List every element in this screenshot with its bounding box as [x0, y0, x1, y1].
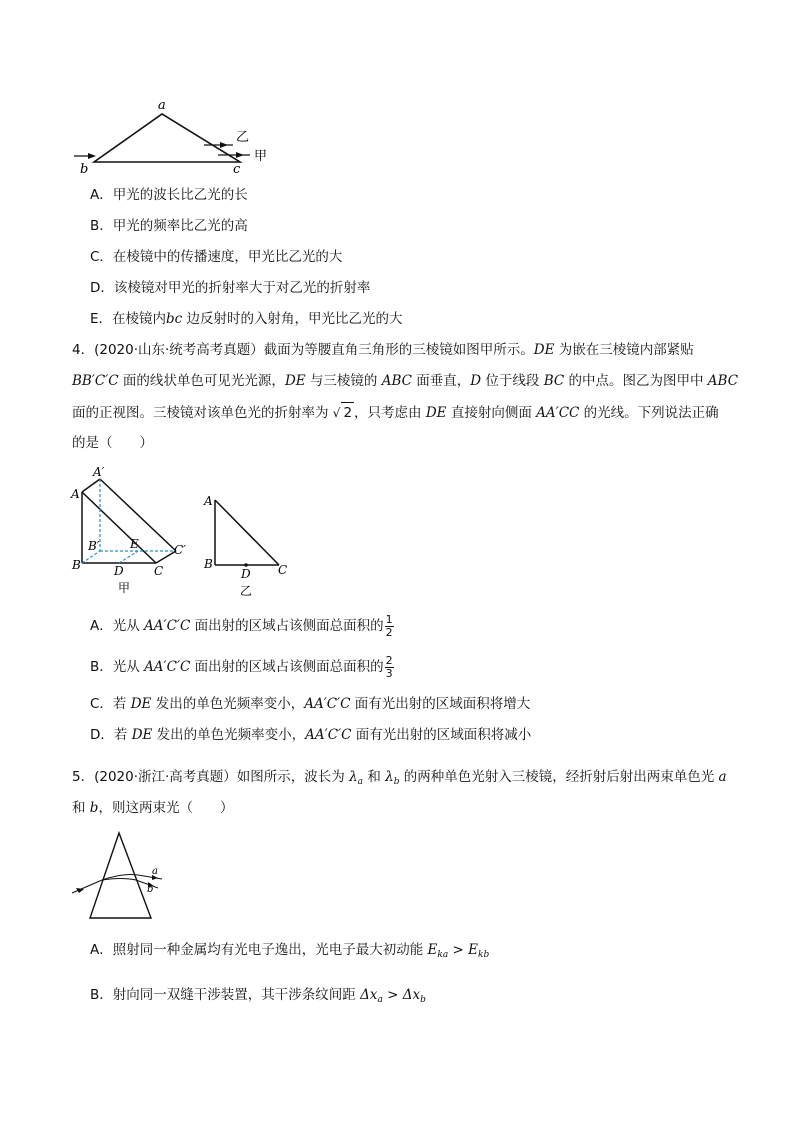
- front-label-C: C: [278, 563, 288, 577]
- front-label-A: A: [204, 494, 213, 508]
- delta-x-a-sub: a: [377, 995, 383, 1005]
- q3-option-c: C．在棱镜中的传播速度，甲光比乙光的大: [90, 249, 343, 265]
- q4-l3-t4: 的光线。下列说法正确: [579, 405, 719, 421]
- q4-a-var: AA′C′C: [144, 618, 191, 634]
- q4-option-a: [90, 612, 394, 640]
- q4-l2-t4: 位于线段: [481, 373, 544, 389]
- ray-jia-arrow: [236, 152, 244, 158]
- q3-option-e: [90, 309, 403, 329]
- q3-option-e-pre: E．在棱镜内: [90, 311, 167, 327]
- lambda-b: λ: [385, 769, 394, 785]
- vertex-c-label: c: [233, 162, 241, 177]
- q5-a-gt: >: [448, 942, 469, 958]
- q4-l2-t1: 面的线状单色可见光光源，: [118, 373, 285, 389]
- q4-c-var1: DE: [130, 696, 152, 712]
- q4-d-var2: AA′C′C: [305, 727, 352, 743]
- ray-yi-arrow: [220, 142, 228, 148]
- label-A: A: [71, 487, 80, 501]
- q4-l2-v2: DE: [284, 373, 306, 389]
- q4-c-var2: AA′C′C: [304, 696, 351, 712]
- label-B: B: [72, 558, 81, 572]
- edge-CC1: [156, 551, 176, 563]
- prism-figure-1: [70, 96, 280, 178]
- q5-beam-b: b: [89, 800, 99, 816]
- q5-a-pre: A．照射同一种金属均有光电子逸出，光电子最大初动能: [90, 942, 428, 958]
- q5-l2-pre: 和: [72, 800, 90, 816]
- prism-figure-2: [68, 462, 308, 598]
- q4-option-b: [90, 653, 394, 681]
- q4-l2-v6: ABC: [707, 373, 739, 389]
- fraction-num: 2: [385, 653, 393, 667]
- delta-x-b: Δx: [402, 987, 421, 1003]
- q3-option-b: B．甲光的频率比乙光的高: [90, 218, 248, 234]
- q4-l2-v3: ABC: [381, 373, 412, 389]
- q3-option-e-var: bc: [166, 311, 183, 327]
- q5-l1-post: 的两种单色光射入三棱镜，经折射后射出两束单色光: [399, 769, 719, 785]
- label-E: E: [130, 537, 139, 551]
- label-A1: A′: [93, 465, 105, 479]
- lambda-a: λ: [349, 769, 358, 785]
- q4-l3-v1: DE: [425, 405, 447, 421]
- ray-yi-label: 乙: [236, 130, 250, 145]
- edge-AA1: [82, 479, 100, 492]
- label-D: D: [114, 564, 124, 578]
- q5-stem-line1: [72, 767, 727, 792]
- q5-b-gt: >: [382, 987, 403, 1003]
- q4-b-post: 面出射的区域占该侧面总面积的: [190, 659, 384, 675]
- beam-a-label: a: [152, 866, 158, 877]
- q4-stem-line2: [72, 371, 738, 391]
- q4-l3-t2: ，只考虑由: [354, 405, 426, 421]
- ray-jia-label: 甲: [254, 149, 268, 164]
- q4-a-post: 面出射的区域占该侧面总面积的: [190, 618, 384, 634]
- caption-jia: 甲: [118, 581, 131, 595]
- q3-option-e-post: 边反射时的入射角，甲光比乙光的大: [182, 311, 403, 327]
- q5-stem-line2: [72, 798, 233, 818]
- q4-d-pre: D．若: [90, 727, 132, 743]
- fraction-den: 3: [385, 666, 393, 680]
- fraction-one-half: [385, 614, 394, 639]
- lambda-b-sub: b: [393, 777, 400, 787]
- energy-b-sub: kb: [477, 950, 490, 960]
- q4-stem-line4: 的是（ ）: [72, 435, 153, 451]
- q4-d-mid: 发出的单色光频率变小，: [152, 727, 306, 743]
- fraction-two-thirds: [385, 655, 394, 680]
- q5-b-pre: B．射向同一双缝干涉装置，其干涉条纹间距: [90, 987, 361, 1003]
- q4-l1-post: 为嵌在三棱镜内部紧贴: [554, 342, 694, 358]
- q3-option-d: D．该棱镜对甲光的折射率大于对乙光的折射率: [90, 280, 371, 296]
- q5-l1-and: 和: [363, 769, 386, 785]
- q4-d-post: 面有光出射的区域面积将减小: [351, 727, 532, 743]
- energy-a: E: [427, 942, 438, 958]
- fraction-den: 2: [385, 625, 393, 639]
- q4-a-pre: A．光从: [90, 618, 145, 634]
- q5-beam-a: a: [718, 769, 727, 785]
- q4-l2-t5: 的中点。图乙为图甲中: [564, 373, 708, 389]
- delta-x-b-sub: b: [420, 995, 426, 1005]
- q4-c-mid: 发出的单色光频率变小，: [151, 696, 305, 712]
- q4-option-c: [90, 694, 530, 714]
- q3-option-a: A．甲光的波长比乙光的长: [90, 187, 248, 203]
- lambda-a-sub: a: [357, 777, 364, 787]
- q4-stem-line1: [72, 340, 694, 360]
- front-label-D: D: [241, 567, 251, 581]
- q4-l2-t2: 与三棱镜的: [305, 373, 382, 389]
- q5-l1-pre: 5．(2020·浙江·高考真题）如图所示，波长为: [72, 769, 350, 785]
- q4-b-pre: B．光从: [90, 659, 145, 675]
- vertex-a-label: a: [158, 98, 166, 113]
- energy-a-sub: ka: [437, 950, 449, 960]
- segment-DE: [119, 551, 138, 563]
- prism-figure-3: [66, 828, 176, 924]
- label-C1: C′: [174, 543, 186, 557]
- caption-yi: 乙: [240, 584, 253, 598]
- q5-l2-post: ，则这两束光（ ）: [98, 800, 234, 816]
- q4-l2-v4: D: [470, 373, 482, 389]
- beam-b-label: b: [147, 884, 154, 895]
- q4-b-var: AA′C′C: [144, 659, 191, 675]
- q4-option-d: [90, 725, 531, 745]
- q4-stem-line3: 面的正视图。三棱镜对该单色光的折射率为 √ 2 ，只考虑由 DE 直接射向侧面 AA′CC 的光线。下列说法正确: [72, 402, 719, 423]
- q4-l1-pre: 4．(2020·山东·统考高考真题）截面为等腰直角三角形的三棱镜如图甲所示。: [72, 342, 534, 358]
- front-label-B: B: [204, 557, 213, 571]
- q4-l2-t3: 面垂直，: [411, 373, 471, 389]
- q4-l3-v2: AA′CC: [536, 405, 580, 421]
- q5-option-b: [90, 985, 426, 1010]
- q4-l3-t1: 面的正视图。三棱镜对该单色光的折射率为: [72, 405, 333, 421]
- q4-c-post: 面有光出射的区域面积将增大: [350, 696, 531, 712]
- q4-d-var1: DE: [131, 727, 153, 743]
- q4-l2-v1: BB′C′C: [72, 373, 119, 389]
- fraction-num: 1: [385, 612, 393, 626]
- energy-b: E: [468, 942, 478, 958]
- q4-l2-v5: BC: [543, 373, 565, 389]
- label-C: C: [154, 564, 164, 578]
- label-B1: B′: [88, 539, 100, 553]
- incident-ray-3: [72, 880, 102, 893]
- q4-sqrt-value: 2: [341, 402, 354, 423]
- vertex-b-label: b: [80, 162, 89, 177]
- incident-arrow: [88, 153, 96, 159]
- exit-ray-a: [138, 875, 162, 879]
- q4-c-pre: C．若: [90, 696, 131, 712]
- q4-l3-t3: 直接射向侧面: [446, 405, 537, 421]
- q4-l1-de: DE: [533, 342, 555, 358]
- front-edge-AC: [215, 500, 279, 565]
- delta-x-a: Δx: [360, 987, 378, 1003]
- q5-option-a: [90, 940, 489, 965]
